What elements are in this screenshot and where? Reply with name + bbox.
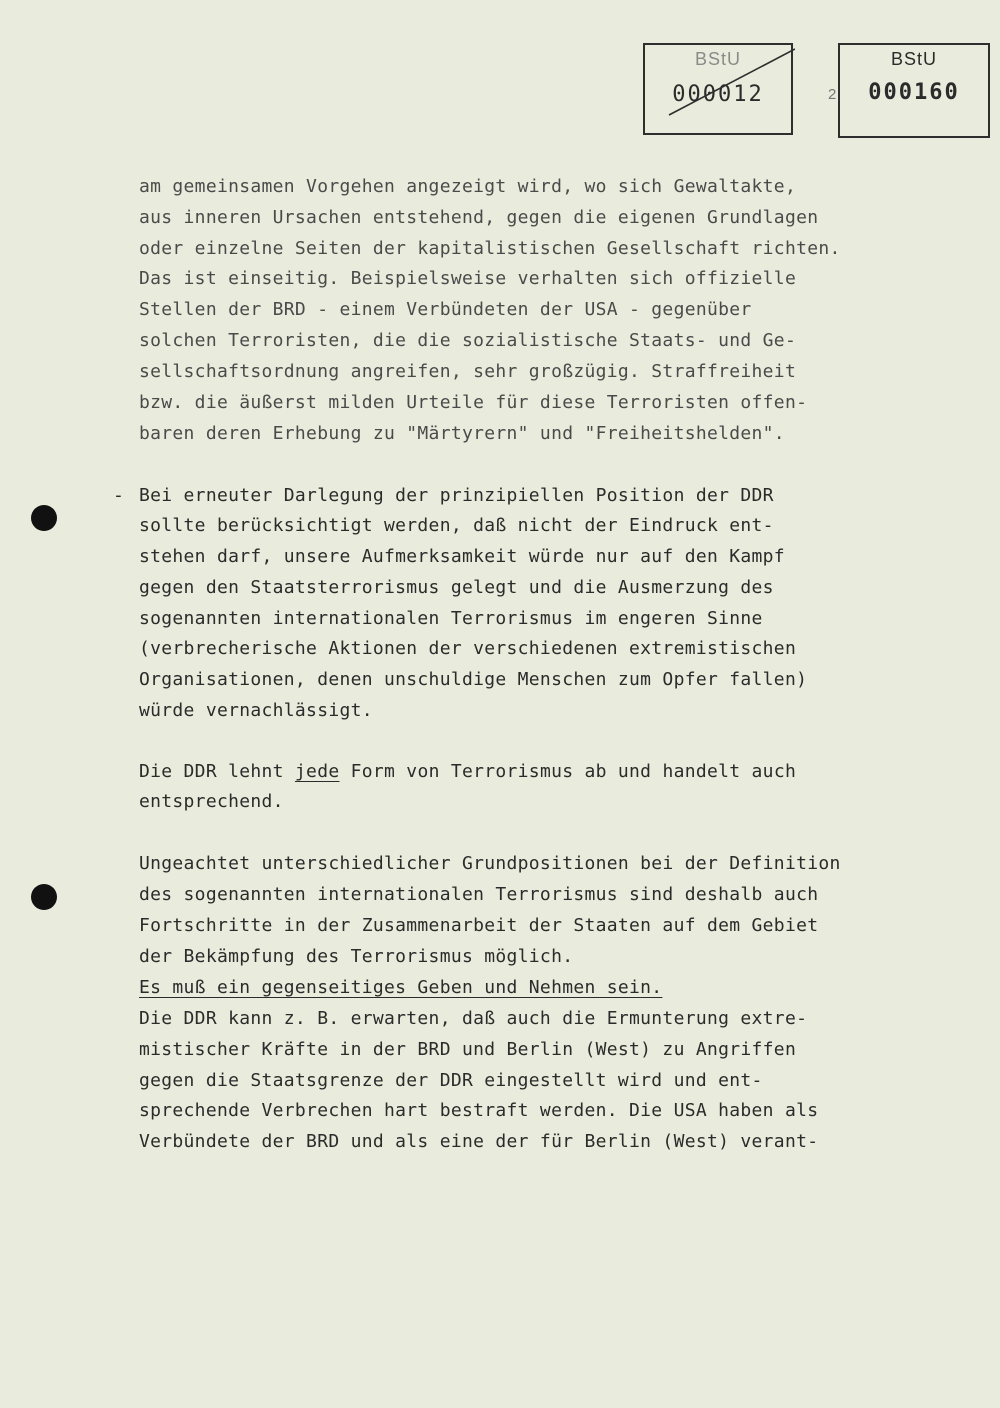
text-line: Fortschritte in der Zusammenarbeit der Staaten auf dem Gebiet — [139, 915, 819, 936]
stamp-old-number: 000012 — [672, 82, 764, 107]
text-line: Das ist einseitig. Beispielsweise verhalten sich offizielle — [139, 268, 797, 289]
underlined-sentence: Es muß ein gegenseitiges Geben und Nehmen sein. — [139, 977, 663, 998]
text-line: Bei erneuter Darlegung der prinzipiellen Position der DDR — [139, 485, 774, 506]
punch-hole-top — [31, 505, 57, 531]
text-line: oder einzelne Seiten der kapitalistischen Gesellschaft richten. — [139, 238, 841, 259]
bullet-dash: - — [113, 485, 124, 506]
text-line: Stellen der BRD - einem Verbündeten der USA - gegenüber — [139, 299, 752, 320]
text-line: sogenannten internationalen Terrorismus im engeren Sinne — [139, 608, 763, 629]
text-line: Verbündete der BRD und als eine der für Berlin (West) verant- — [139, 1131, 819, 1152]
text-line: sprechende Verbrechen hart bestraft werden. Die USA haben als — [139, 1100, 819, 1121]
text-line: entsprechend. — [139, 791, 284, 812]
text-fragment: Die DDR lehnt — [139, 761, 295, 782]
text-line: Die DDR kann z. B. erwarten, daß auch die Ermunterung extre- — [139, 1008, 808, 1029]
text-fragment: Form von Terrorismus ab und handelt auch — [339, 761, 797, 782]
stamp-old-label: BStU — [694, 49, 741, 69]
text-line: Ungeachtet unterschiedlicher Grundpositionen bei der Definition — [139, 853, 841, 874]
strike-through-mark — [645, 45, 795, 137]
text-line: stehen darf, unsere Aufmerksamkeit würde nur auf den Kampf — [139, 546, 785, 567]
stamp-new-label: BStU — [890, 49, 937, 69]
text-line-emphasis — [139, 761, 796, 783]
punch-hole-bottom — [31, 884, 57, 910]
text-line: mistischer Kräfte in der BRD und Berlin (West) zu Angriffen — [139, 1039, 797, 1060]
text-line: baren deren Erhebung zu "Märtyrern" und "Freiheitshelden". — [139, 423, 785, 444]
stamp-new-number: 000160 — [868, 80, 960, 105]
text-line: Organisationen, denen unschuldige Menschen zum Opfer fallen) — [139, 669, 808, 690]
text-line: am gemeinsamen Vorgehen angezeigt wird, wo sich Gewaltakte, — [139, 176, 797, 197]
text-line: aus inneren Ursachen entstehend, gegen die eigenen Grundlagen — [139, 207, 819, 228]
text-line: (verbrecherische Aktionen der verschiedenen extremistischen — [139, 638, 797, 659]
text-line: solchen Terroristen, die die sozialistische Staats- und Ge- — [139, 330, 797, 351]
text-line: würde vernachlässigt. — [139, 700, 373, 721]
archive-stamp-old — [643, 43, 793, 135]
text-line: gegen die Staatsgrenze der DDR eingestellt wird und ent- — [139, 1070, 763, 1091]
archive-stamp-new — [838, 43, 990, 138]
text-line: des sogenannten internationalen Terrorismus sind deshalb auch — [139, 884, 819, 905]
text-line: der Bekämpfung des Terrorismus möglich. — [139, 946, 574, 967]
underlined-word: jede — [294, 761, 340, 782]
page-number-mark: 2 — [828, 86, 837, 103]
text-line: gegen den Staatsterrorismus gelegt und die Ausmerzung des — [139, 577, 774, 598]
text-line: sollte berücksichtigt werden, daß nicht der Eindruck ent- — [139, 515, 774, 536]
text-line: bzw. die äußerst milden Urteile für diese Terroristen offen- — [139, 392, 808, 413]
text-line: sellschaftsordnung angreifen, sehr großzügig. Straffreiheit — [139, 361, 797, 382]
